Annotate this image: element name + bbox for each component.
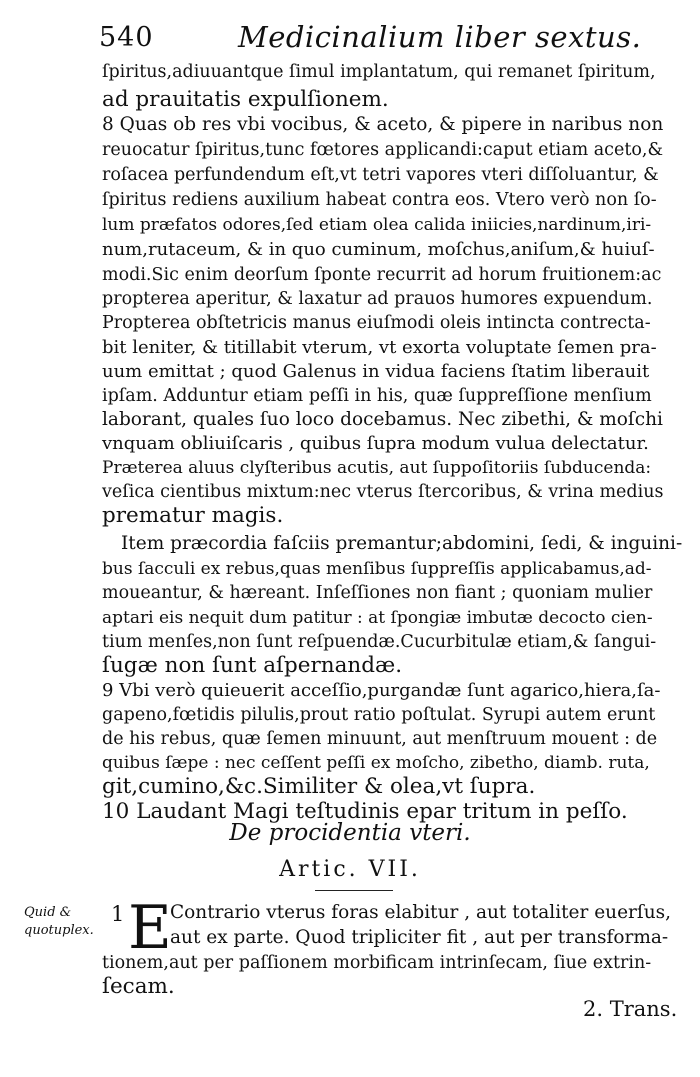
heading-rule: [315, 890, 393, 891]
text-line: quibus ſæpe : nec ceſſent peſſi ex moſcho, zibetho, diamb. ruta,: [102, 753, 650, 773]
article-heading: Artic. VII.: [279, 857, 421, 882]
text-line: bus ſacculi ex rebus,quas menſibus ſuppreſſis applicabamus,ad-: [102, 559, 652, 579]
text-line: roſacea perfundendum eſt,vt tetri vapores vteri diſſoluantur, &: [102, 165, 659, 185]
text-line: tium menſes,non ſunt reſpuendæ.Cucurbitulæ etiam,& ſangui-: [102, 632, 657, 652]
page-number: 540: [99, 22, 154, 53]
text-line: git,cumino,&c.Similiter & olea,vt ſupra.: [102, 774, 536, 799]
text-line: reuocatur ſpiritus,tunc fœtores applicandi:caput etiam aceto,&: [102, 140, 664, 160]
catchword: 2. Trans.: [583, 997, 678, 1021]
text-line: ſpiritus,adiuuantque ſimul implantatum, qui remanet ſpiritum,: [102, 62, 656, 82]
text-line: moueantur, & hæreant. Inſeſſiones non fiant ; quoniam mulier: [102, 583, 653, 603]
text-line: Contrario vterus foras elabitur , aut totaliter euerſus,: [170, 902, 672, 923]
text-line: aut ex parte. Quod tripliciter fit , aut per transforma-: [170, 927, 669, 948]
text-line: veſica cientibus mixtum:nec vterus ſtercoribus, & vrina medius: [102, 482, 664, 502]
text-line: ſpiritus rediens auxilium habeat contra eos. Vtero verò non ſo-: [102, 190, 657, 210]
text-line: vnquam obliuiſcaris , quibus ſupra modum vulua delectatur.: [102, 433, 649, 454]
text-line: Item præcordia faſciis premantur;abdomini, ſedi, & inguini-: [121, 533, 683, 554]
section-title: De procidentia vteri.: [229, 820, 471, 846]
text-line: ad prauitatis expulſionem.: [102, 87, 389, 112]
text-line: 10 Laudant Magi teſtudinis epar tritum in peſſo.: [102, 799, 628, 824]
text-line: ſecam.: [102, 974, 175, 999]
text-line: ipſam. Adduntur etiam peſſi in his, quæ ſuppreſſione menſium: [102, 386, 652, 406]
paragraph-number: 1: [111, 902, 125, 926]
text-line: aptari eis nequit dum patitur : at ſpongiæ imbutæ decocto cien-: [102, 608, 653, 628]
text-line: 8 Quas ob res vbi vocibus, & aceto, & pipere in naribus non: [102, 114, 664, 135]
text-line: tionem,aut per paſſionem morbificam intrinſecam, ſiue extrin-: [102, 953, 652, 973]
text-line: uum emittat ; quod Galenus in vidua faciens ſtatim liberauit: [102, 361, 650, 382]
margin-note-line: Quid &: [24, 905, 72, 920]
text-line: lum præfatos odores,ſed etiam olea calida iniicies,nardinum,iri-: [102, 215, 652, 235]
text-line: num,rutaceum, & in quo cuminum, moſchus,aniſum,& huiuſ-: [102, 239, 655, 260]
text-line: ſugæ non ſunt aſpernandæ.: [102, 653, 403, 678]
text-line: modi.Sic enim deorſum ſponte recurrit ad horum fruitionem:ac: [102, 265, 662, 285]
margin-note-line: quotuplex.: [24, 923, 94, 938]
text-line: de his rebus, quæ ſemen minuunt, aut menſtruum mouent : de: [102, 729, 658, 749]
text-line: propterea aperitur, & laxatur ad prauos humores expuendum.: [102, 289, 653, 309]
text-line: 9 Vbi verò quieuerit acceſſio,purgandæ ſunt agarico,hiera,ſa-: [102, 680, 661, 701]
running-title: Medicinalium liber sextus.: [238, 20, 642, 54]
text-line: laborant, quales ſuo loco docebamus. Nec zibethi, & moſchi: [102, 409, 663, 430]
text-line: bit leniter, & titillabit vterum, vt exorta voluptate ſemen pra-: [102, 337, 657, 358]
text-line: gapeno,fœtidis pilulis,prout ratio poſtulat. Syrupi autem erunt: [102, 705, 656, 725]
text-line: Præterea aluus clyſteribus acutis, aut ſuppoſitoriis ſubducenda:: [102, 458, 652, 478]
text-line: Propterea obſtetricis manus eiuſmodi oleis intincta contrecta-: [102, 313, 651, 333]
drop-cap: E: [128, 893, 172, 963]
text-line: prematur magis.: [102, 503, 284, 528]
